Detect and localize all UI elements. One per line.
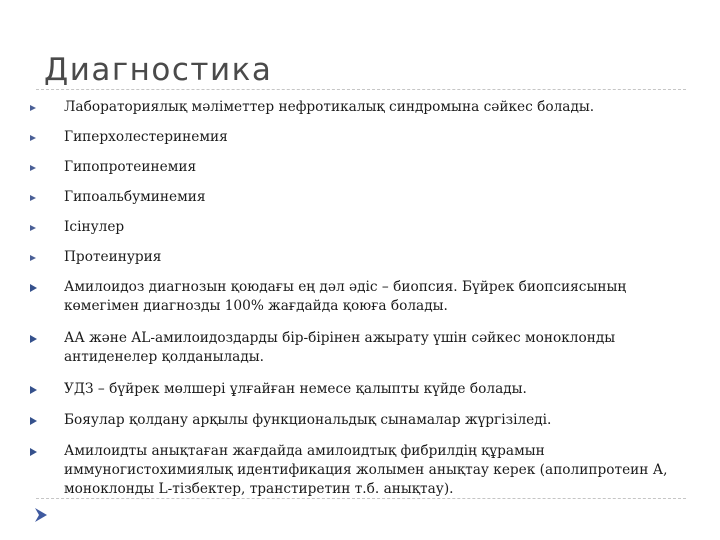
bullet-item [30,218,670,237]
bullet-marker-icon [30,284,37,292]
bullet-marker-icon [30,386,37,394]
bullet-item [30,248,670,267]
bullet-marker-icon [30,135,36,141]
bullet-marker-icon [30,448,37,456]
bullet-marker-icon [30,417,37,425]
bullet-item [30,411,670,430]
bullet-marker-icon [30,225,36,231]
bullet-text: Гипопротеинемия [64,159,197,175]
bullet-text: УДЗ – бүйрек мөлшері ұлғайған немесе қалыпты күйде болады. [64,381,527,397]
bullet-item [30,278,670,316]
bullet-item [30,128,670,147]
bullet-item [30,158,670,177]
bullet-list [30,94,670,499]
title-divider [36,89,686,90]
chevron-right-icon [34,507,48,527]
bullet-text: Гиперхолестеринемия [64,129,228,145]
bullet-text: Гипоальбуминемия [64,189,206,205]
bullet-text: Лабораториялық мәліметтер нефротикалық синдромына сәйкес болады. [64,99,595,115]
bullet-text: Бояулар қолдану арқылы функциональдық сынамалар жүргізіледі. [64,412,552,428]
bullet-marker-icon [30,105,36,111]
bullet-marker-icon [30,335,37,343]
footer-divider [36,498,686,499]
bullet-text: Амилоидоз диагнозын қоюдағы ең дәл әдіс – биопсия. Бүйрек биопсиясының көмегімен диагнозды 100% жағдайда қоюға болады. [64,279,627,314]
bullet-item [30,329,670,367]
bullet-item [30,98,670,117]
bullet-text: АА және AL-амилоидоздарды бір-бірінен ажырату үшін сәйкес моноклонды антиденелер қолданылады. [64,330,616,365]
bullet-marker-icon [30,165,36,171]
slide-title: Диагностика [44,52,273,88]
bullet-item [30,442,670,499]
bullet-item [30,380,670,399]
bullet-marker-icon [30,255,36,261]
bullet-item [30,188,670,207]
bullet-text: Протеинурия [64,249,162,265]
bullet-marker-icon [30,195,36,201]
bullet-text: Амилоидты анықтаған жағдайда амилоидтық фибрилдің құрамын иммуногистохимиялық идентификация жолымен анықтау керек (аполипротеин А, моноклонды L-тізбектер, транстиретин т.б. анықтау). [64,443,668,497]
bullet-text: Ісінулер [64,219,125,235]
